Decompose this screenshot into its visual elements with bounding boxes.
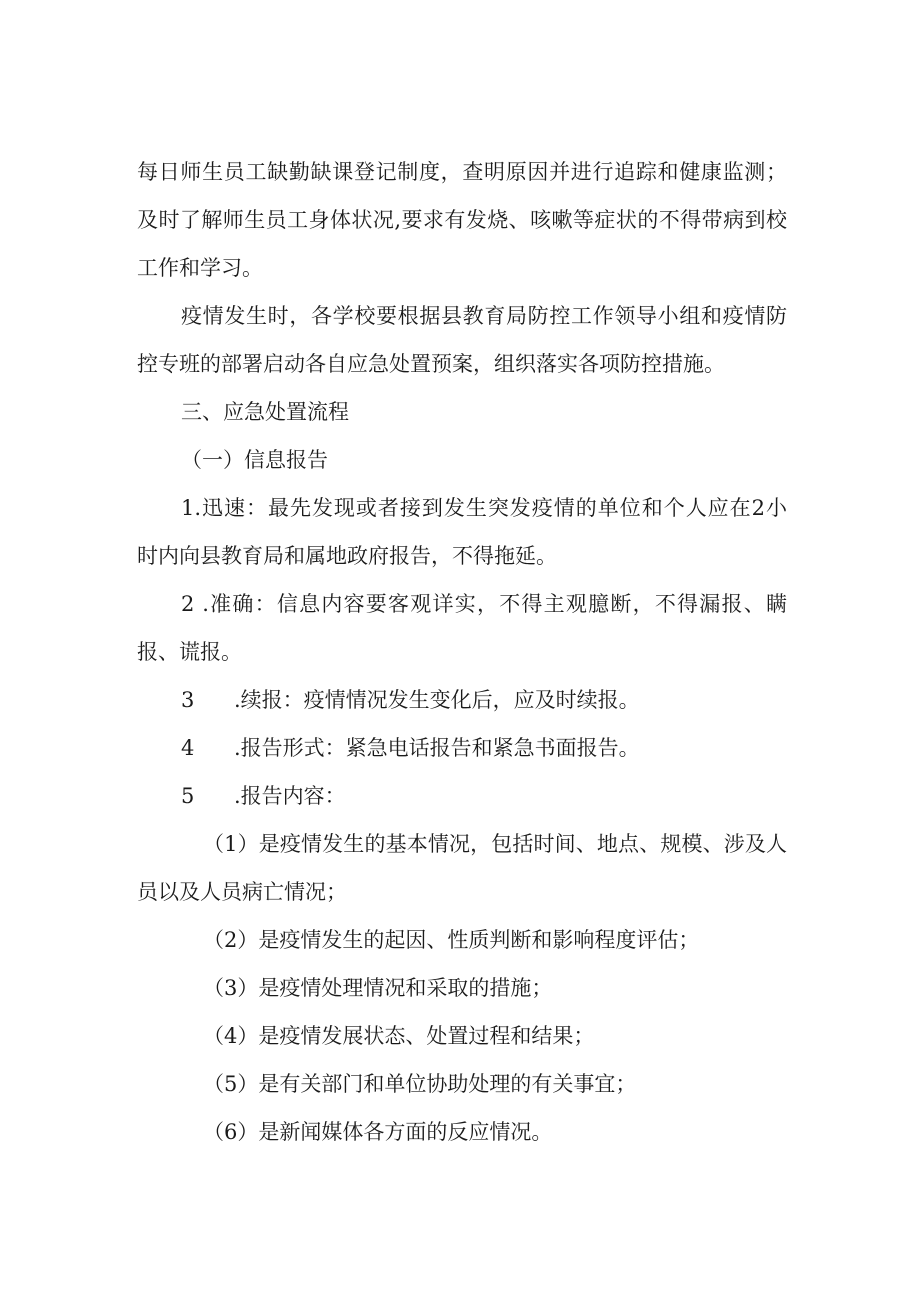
subsection-heading: （一）信息报告 <box>181 448 328 472</box>
list-number: 3 <box>181 688 195 712</box>
list-number: 5 <box>181 784 195 808</box>
list-item-continuation: 时内向县教育局和属地政府报告，不得拖延。 <box>137 544 557 568</box>
sub-list-item-continuation: 员以及人员病亡情况； <box>137 880 347 904</box>
list-text: .续报：疫情情况发生变化后，应及时续报。 <box>234 688 640 712</box>
list-item-continuation: 报、谎报。 <box>137 640 242 664</box>
paragraph-line: 及时了解师生员工身体状况,要求有发烧、咳嗽等症状的不得带病到校 <box>137 208 787 232</box>
list-item: 1.迅速：最先发现或者接到发生突发疫情的单位和个人应在2小 <box>181 496 787 520</box>
paragraph-line: 疫情发生时，各学校要根据县教育局防控工作领导小组和疫情防 <box>181 304 787 328</box>
paragraph-line: 每日师生员工缺勤缺课登记制度，查明原因并进行追踪和健康监测； <box>137 160 787 184</box>
sub-list-item: （2）是疫情发生的起因、性质判断和影响程度评估； <box>203 928 700 952</box>
sub-list-item: （3）是疫情处理情况和采取的措施； <box>203 976 553 1000</box>
list-item <box>181 733 640 763</box>
list-item <box>181 685 640 715</box>
list-number: 4 <box>181 736 195 760</box>
section-heading: 三、应急处置流程 <box>181 400 349 424</box>
paragraph-line: 控专班的部署启动各自应急处置预案，组织落实各项防控措施。 <box>137 352 725 376</box>
sub-list-item: （5）是有关部门和单位协助处理的有关事宜； <box>203 1072 637 1096</box>
sub-list-item: （6）是新闻媒体各方面的反应情况。 <box>203 1120 553 1144</box>
sub-list-item: （1）是疫情发生的基本情况，包括时间、地点、规模、涉及人 <box>203 832 787 856</box>
sub-list-item: （4）是疫情发展状态、处置过程和结果； <box>203 1024 595 1048</box>
list-item: 2 .准确：信息内容要客观详实，不得主观臆断，不得漏报、瞒 <box>181 592 787 616</box>
list-text: .报告内容： <box>234 784 346 808</box>
list-text: .报告形式：紧急电话报告和紧急书面报告。 <box>234 736 640 760</box>
list-item <box>181 781 346 811</box>
paragraph-line: 工作和学习。 <box>137 256 263 280</box>
